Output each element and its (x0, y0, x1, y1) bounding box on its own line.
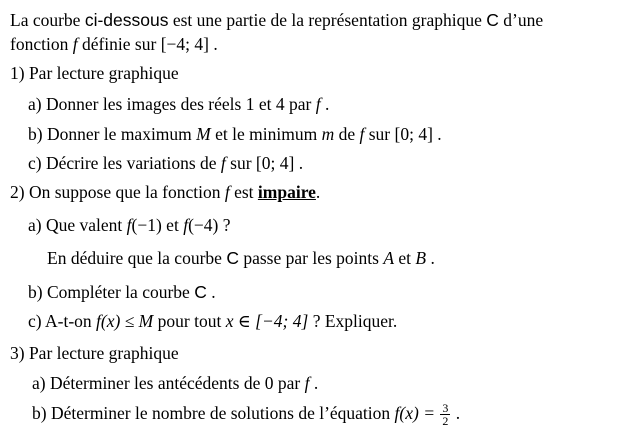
q-text: . (451, 403, 461, 423)
q2-a (28, 214, 231, 236)
interval: [0; 4] (255, 153, 295, 173)
q-text: b) Déterminer le nombre de solutions de l’équation (32, 403, 395, 423)
q-text: 2) On suppose que la fonction (10, 182, 225, 202)
function-symbol: f (304, 373, 310, 393)
q3-a (32, 372, 318, 394)
function-symbol: f (72, 34, 78, 54)
curve-symbol: C (486, 10, 499, 30)
function-argument: (−4) (188, 215, 219, 235)
function-symbol: f (126, 215, 132, 235)
q-text: . (426, 248, 435, 268)
intro-text: La courbe (10, 10, 85, 30)
q-text: est (229, 182, 258, 202)
q-text: b) Compléter la courbe (28, 282, 195, 302)
q-text: a) Donner les images des réels 1 et 4 par (28, 94, 316, 114)
intro-text: est une partie de la représentation graphique (168, 10, 487, 30)
q-text: passe par les points (238, 248, 384, 268)
intro-text: d’une (498, 10, 544, 30)
equation: f(x) = (394, 403, 440, 423)
q1-title: 1) Par lecture graphique (10, 63, 179, 83)
domain-condition: x ∈ [−4; 4] (225, 311, 309, 331)
q-text: ? (218, 215, 231, 235)
intro-line-1 (10, 9, 543, 31)
q-text: . (315, 182, 321, 202)
intro-line-2 (10, 33, 218, 55)
q1-b (28, 123, 442, 145)
q-text: sur (364, 124, 395, 144)
q2-b (28, 281, 216, 303)
q-text: ? Expliquer. (308, 311, 398, 331)
min-symbol: m (321, 124, 335, 144)
curve-symbol: C (226, 248, 239, 268)
intro-text: fonction (10, 34, 73, 54)
q-text: . (206, 282, 216, 302)
intro-text: ci-dessous (84, 10, 169, 30)
q-text: . (294, 153, 304, 173)
domain-interval: [−4; 4] (160, 34, 209, 54)
point-a: A (383, 248, 395, 268)
q2-a-deduction (47, 247, 435, 269)
q3-b (32, 402, 460, 427)
fraction-denominator: 2 (442, 414, 449, 429)
q-text: et (161, 215, 184, 235)
q3-title: 3) Par lecture graphique (10, 343, 179, 363)
q-text: a) Que valent (28, 215, 127, 235)
intro-text: . (208, 34, 218, 54)
inequality: f(x) ≤ M (96, 311, 154, 331)
q-text: En déduire que la courbe (47, 248, 227, 268)
q-text: a) Déterminer les antécédents de 0 par (32, 373, 305, 393)
max-symbol: M (196, 124, 211, 144)
q-text: c) Décrire les variations de (28, 153, 221, 173)
q2-title (10, 181, 320, 203)
q1-a (28, 93, 329, 115)
curve-symbol: C (194, 282, 207, 302)
q-text: sur (225, 153, 256, 173)
function-symbol: f (220, 153, 226, 173)
q-text: et le minimum (210, 124, 322, 144)
q-text: c) A-t-on (28, 311, 97, 331)
q-text: . (320, 94, 330, 114)
q1-c (28, 152, 303, 174)
keyword-impaire: impaire (257, 182, 316, 202)
fraction (440, 402, 450, 427)
intro-text: définie sur (77, 34, 161, 54)
interval: [0; 4] (394, 124, 433, 144)
function-argument: (−1) (131, 215, 162, 235)
point-b: B (415, 248, 427, 268)
q-text: et (394, 248, 416, 268)
q-text: pour tout (153, 311, 226, 331)
q2-c (28, 310, 397, 332)
function-symbol: f (224, 182, 230, 202)
q-text: . (309, 373, 319, 393)
q-text: b) Donner le maximum (28, 124, 197, 144)
q-text: de (334, 124, 360, 144)
fraction-numerator: 3 (442, 401, 449, 416)
function-symbol: f (183, 215, 189, 235)
function-symbol: f (315, 94, 321, 114)
q-text: . (432, 124, 442, 144)
function-symbol: f (359, 124, 365, 144)
